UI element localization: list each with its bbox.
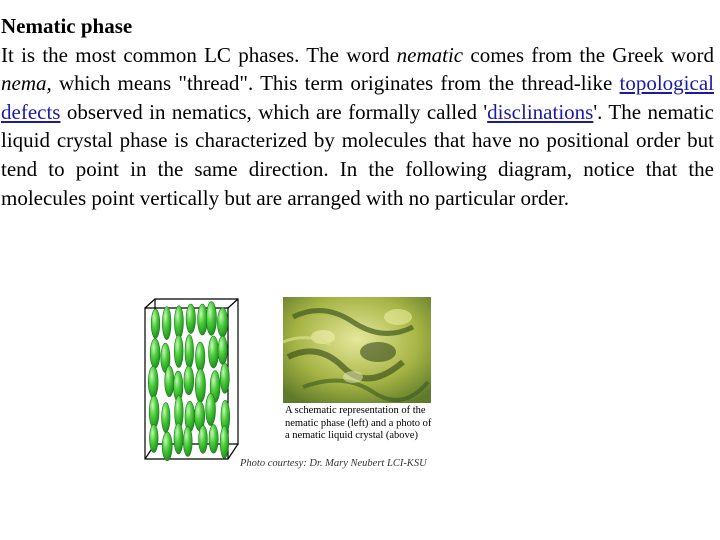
molecule <box>149 396 159 428</box>
molecule <box>174 335 183 368</box>
term-nema: nema <box>1 71 47 96</box>
molecule <box>198 304 208 335</box>
photo-credit: Photo courtesy: Dr. Mary Neubert LCI-KSU <box>240 458 427 469</box>
text-run: observed in nematics, which are formally called ' <box>60 99 488 124</box>
molecule <box>220 363 229 393</box>
molecule <box>196 342 205 371</box>
text-run: '. The nematic liquid crystal phase is characterized by molecules that have no positional order but tend to point in the same direction. In the following diagram, notice that the molecules point vertically but are arranged with no particular order. <box>1 99 714 210</box>
molecule <box>184 366 194 395</box>
molecule <box>218 336 227 365</box>
link-topological-defects[interactable]: topological defects <box>1 71 714 124</box>
nematic-photo <box>283 297 431 403</box>
molecule <box>185 335 194 369</box>
molecule <box>186 304 195 333</box>
link-disclinations[interactable]: disclinations <box>487 99 594 124</box>
molecule <box>183 427 192 457</box>
text-run: comes from the Greek word <box>463 42 714 67</box>
molecule <box>206 393 216 425</box>
article-text <box>1 12 714 212</box>
molecule <box>162 307 171 340</box>
body-paragraph <box>1 41 714 213</box>
molecule <box>174 306 183 339</box>
molecule <box>162 432 172 461</box>
text-run: It is the most common LC phases. The word <box>1 42 397 67</box>
molecule <box>209 425 218 454</box>
molecule <box>217 308 227 337</box>
term-nematic: nematic <box>396 42 464 67</box>
molecule <box>148 366 158 398</box>
molecule <box>150 424 159 452</box>
molecule <box>174 423 183 454</box>
molecule <box>220 426 228 459</box>
molecule <box>206 302 216 336</box>
molecule <box>162 403 170 433</box>
molecule <box>150 339 160 369</box>
text-run: , which means "thread". This term originates from the thread-like <box>46 71 620 96</box>
molecule-group <box>148 302 229 461</box>
molecule <box>151 309 160 338</box>
figure-caption: A schematic representation of the nematic phase (left) and a photo of a nematic liquid crystal (above) <box>285 405 432 441</box>
molecule <box>165 366 174 397</box>
molecule <box>195 369 205 403</box>
section-heading: Nematic phase <box>1 14 133 38</box>
molecule <box>209 336 219 368</box>
molecule <box>199 425 208 453</box>
